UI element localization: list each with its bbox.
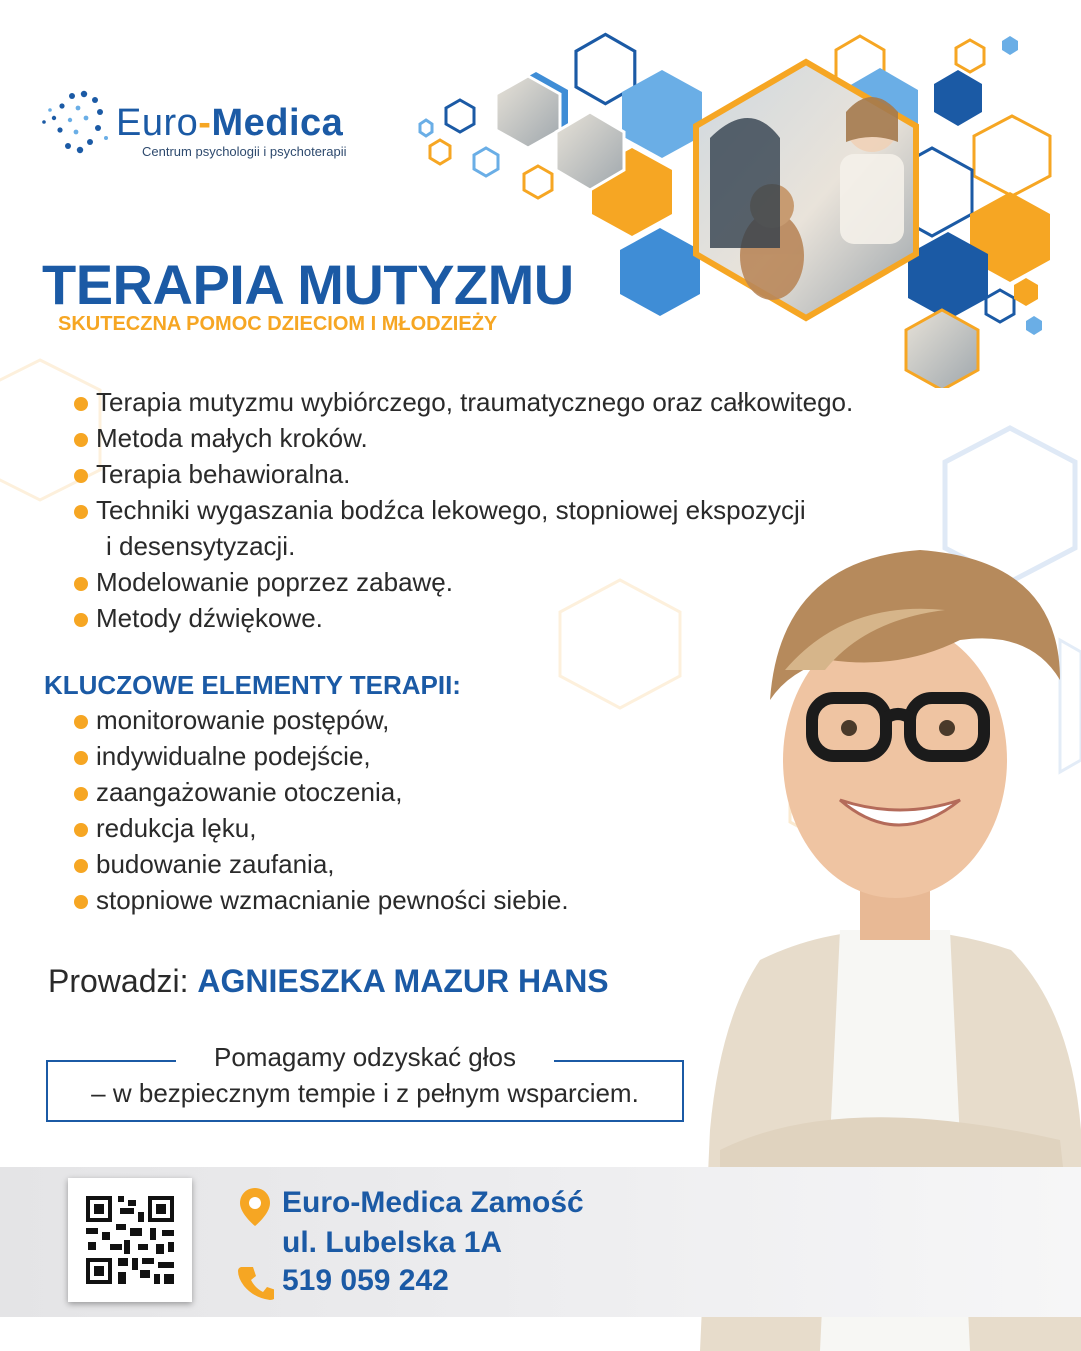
bullet-icon: [74, 613, 88, 627]
methods-list: [74, 384, 853, 636]
logo: [38, 86, 398, 166]
contact-phone[interactable]: 519 059 242: [282, 1264, 449, 1297]
list-item: budowanie zaufania,: [74, 846, 569, 882]
bullet-icon: [74, 505, 88, 519]
list-item: stopniowe wzmacnianie pewności siebie.: [74, 882, 569, 918]
bullet-icon: [74, 469, 88, 483]
bullet-icon: [74, 715, 88, 729]
list-item: Terapia mutyzmu wybiórczego, traumatycznego oraz całkowitego.: [74, 384, 853, 420]
list-item: Modelowanie poprzez zabawę.: [74, 564, 853, 600]
bullet-icon: [74, 577, 88, 591]
list-item-continuation: i desensytyzacji.: [106, 531, 296, 561]
bullet-icon: [74, 433, 88, 447]
list-item: zaangażowanie otoczenia,: [74, 774, 569, 810]
page-subtitle: SKUTECZNA POMOC DZIECIOM I MŁODZIEŻY: [58, 313, 498, 335]
list-item: Metoda małych kroków.: [74, 420, 853, 456]
bullet-icon: [74, 397, 88, 411]
list-item: redukcja lęku,: [74, 810, 569, 846]
therapist-name: AGNIESZKA MAZUR HANS: [197, 963, 609, 999]
therapist-line: [48, 963, 609, 1000]
list-item: indywidualne podejście,: [74, 738, 569, 774]
quote-line-2: – w bezpiecznym tempie i z pełnym wsparciem.: [91, 1078, 639, 1108]
photo-collage: [410, 28, 1081, 388]
list-item: Terapia behawioralna.: [74, 456, 853, 492]
qr-code-icon: [68, 1178, 192, 1302]
bullet-icon: [74, 823, 88, 837]
bullet-icon: [74, 859, 88, 873]
logo-wordmark: Euro-Medica: [116, 102, 344, 144]
list-item: Techniki wygaszania bodźca lekowego, stopniowej ekspozycji: [74, 492, 853, 528]
qr-code[interactable]: [68, 1178, 192, 1302]
contact-name: Euro-Medica Zamość: [282, 1186, 584, 1219]
bullet-icon: [74, 787, 88, 801]
list-item: monitorowanie postępów,: [74, 702, 569, 738]
key-elements-list: [74, 702, 569, 918]
bullet-icon: [74, 751, 88, 765]
contact-street: ul. Lubelska 1A: [282, 1226, 503, 1259]
therapist-label: Prowadzi:: [48, 963, 189, 999]
quote-line-1: Pomagamy odzyskać głos: [213, 1042, 517, 1072]
phone-icon[interactable]: [238, 1264, 274, 1300]
small-photo-3: [906, 310, 978, 388]
quote-box: [46, 1042, 684, 1122]
key-elements-heading: KLUCZOWE ELEMENTY TERAPII:: [44, 670, 461, 700]
bullet-icon: [74, 895, 88, 909]
page-title: TERAPIA MUTYZMU: [42, 253, 574, 316]
list-item: Metody dźwiękowe.: [74, 600, 853, 636]
map-pin-icon: [238, 1186, 272, 1228]
logo-tagline: Centrum psychologii i psychoterapii: [142, 144, 347, 159]
logo-dots-icon: [38, 86, 118, 166]
